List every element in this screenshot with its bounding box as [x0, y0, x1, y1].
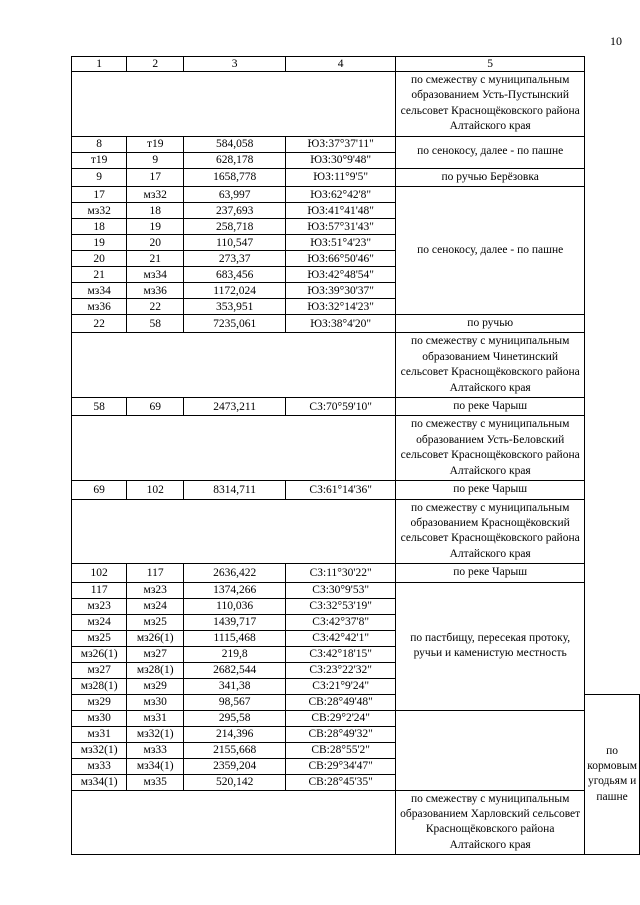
- segment-bearing: СЗ:42°42'1": [286, 630, 396, 646]
- segment-bearing: СЗ:21°9'24": [286, 678, 396, 694]
- segment-bearing: ЮЗ:11°9'5": [286, 168, 396, 186]
- segment-bearing: СЗ:30°9'53": [286, 582, 396, 598]
- point-from: мз36: [72, 299, 127, 315]
- segment-length: 1374,266: [184, 582, 286, 598]
- point-to: 18: [127, 203, 184, 219]
- segment-bearing: СЗ:42°37'8": [286, 614, 396, 630]
- header-col-2: 2: [127, 57, 184, 72]
- segment-length: 1115,468: [184, 630, 286, 646]
- boundary-description: по ручью: [396, 315, 585, 333]
- point-to: мз29: [127, 678, 184, 694]
- segment-length: 628,178: [184, 152, 286, 168]
- point-from: 58: [72, 398, 127, 416]
- segment-length: 584,058: [184, 136, 286, 152]
- segment-length: 273,37: [184, 251, 286, 267]
- blank-cell: [72, 416, 396, 481]
- segment-length: 295,58: [184, 710, 286, 726]
- point-from: мз34: [72, 283, 127, 299]
- point-from: 21: [72, 267, 127, 283]
- point-from: 69: [72, 481, 127, 499]
- point-to: мз34(1): [127, 758, 184, 774]
- blank-cell: [72, 499, 396, 564]
- point-to: мз28(1): [127, 662, 184, 678]
- header-col-5: 5: [396, 57, 585, 72]
- header-col-1: 1: [72, 57, 127, 72]
- segment-bearing: СЗ:23°22'32": [286, 662, 396, 678]
- table-row: [72, 758, 640, 774]
- blank-cell: [72, 72, 396, 137]
- point-to: 102: [127, 481, 184, 499]
- segment-bearing: ЮЗ:32°14'23": [286, 299, 396, 315]
- boundary-description: по сенокосу, далее - по пашне: [396, 136, 585, 168]
- point-from: 102: [72, 564, 127, 582]
- table-row: [72, 774, 640, 790]
- boundary-table: [71, 56, 640, 855]
- point-from: мз25: [72, 630, 127, 646]
- segment-bearing: СВ:28°45'35": [286, 774, 396, 790]
- point-to: мз24: [127, 598, 184, 614]
- segment-bearing: ЮЗ:66°50'46": [286, 251, 396, 267]
- segment-bearing: ЮЗ:37°37'11": [286, 136, 396, 152]
- boundary-description: по реке Чарыш: [396, 481, 585, 499]
- point-to: 58: [127, 315, 184, 333]
- segment-length: 341,38: [184, 678, 286, 694]
- header-col-4: 4: [286, 57, 396, 72]
- boundary-note-row: [72, 72, 640, 137]
- segment-length: 683,456: [184, 267, 286, 283]
- segment-bearing: СЗ:61°14'36": [286, 481, 396, 499]
- point-from: мз28(1): [72, 678, 127, 694]
- segment-length: 237,693: [184, 203, 286, 219]
- table-row: [72, 564, 640, 582]
- boundary-description: по реке Чарыш: [396, 398, 585, 416]
- segment-length: 2155,668: [184, 742, 286, 758]
- table-row: [72, 742, 640, 758]
- segment-bearing: СЗ:11°30'22": [286, 564, 396, 582]
- table-row: [72, 710, 640, 726]
- point-from: мз26(1): [72, 646, 127, 662]
- table-row: [72, 582, 640, 598]
- boundary-note: по смежеству с муниципальным образованием Харловский сельсовет Краснощёковского района Алтайского края: [396, 790, 585, 855]
- boundary-description: по пастбищу, пересекая протоку, ручьи и каменистую местность: [396, 582, 585, 710]
- segment-length: 2359,204: [184, 758, 286, 774]
- segment-bearing: СВ:28°49'48": [286, 694, 396, 710]
- point-to: мз34: [127, 267, 184, 283]
- blank-cell: [72, 790, 396, 855]
- segment-length: 110,036: [184, 598, 286, 614]
- segment-bearing: СЗ:70°59'10": [286, 398, 396, 416]
- point-to: т19: [127, 136, 184, 152]
- point-from: 8: [72, 136, 127, 152]
- point-to: мз32: [127, 187, 184, 203]
- segment-length: 2682,544: [184, 662, 286, 678]
- segment-bearing: ЮЗ:30°9'48": [286, 152, 396, 168]
- segment-length: 258,718: [184, 219, 286, 235]
- point-from: мз30: [72, 710, 127, 726]
- point-to: 22: [127, 299, 184, 315]
- point-from: 117: [72, 582, 127, 598]
- segment-length: 214,396: [184, 726, 286, 742]
- point-to: мз33: [127, 742, 184, 758]
- boundary-note-row: [72, 333, 640, 398]
- segment-length: 1172,024: [184, 283, 286, 299]
- segment-length: 219,8: [184, 646, 286, 662]
- point-from: 22: [72, 315, 127, 333]
- boundary-description: по реке Чарыш: [396, 564, 585, 582]
- point-from: мз23: [72, 598, 127, 614]
- boundary-description: по ручью Берёзовка: [396, 168, 585, 186]
- segment-bearing: ЮЗ:38°4'20": [286, 315, 396, 333]
- point-to: мз26(1): [127, 630, 184, 646]
- segment-bearing: СЗ:32°53'19": [286, 598, 396, 614]
- segment-length: 1658,778: [184, 168, 286, 186]
- point-to: мз36: [127, 283, 184, 299]
- blank-cell: [72, 333, 396, 398]
- segment-bearing: СВ:29°2'24": [286, 710, 396, 726]
- point-to: мз35: [127, 774, 184, 790]
- boundary-description: по кормовым угодьям и пашне: [585, 694, 640, 855]
- boundary-note: по смежеству с муниципальным образованием Усть-Пустынский сельсовет Краснощёковского района Алтайского края: [396, 72, 585, 137]
- point-to: 21: [127, 251, 184, 267]
- segment-bearing: СВ:28°55'2": [286, 742, 396, 758]
- point-from: мз34(1): [72, 774, 127, 790]
- boundary-description: по сенокосу, далее - по пашне: [396, 187, 585, 315]
- table-row: [72, 481, 640, 499]
- table-row: [72, 726, 640, 742]
- segment-length: 520,142: [184, 774, 286, 790]
- segment-bearing: СЗ:42°18'15": [286, 646, 396, 662]
- boundary-note-row: [72, 790, 640, 855]
- header-col-3: 3: [184, 57, 286, 72]
- boundary-note: по смежеству с муниципальным образованием Усть-Беловский сельсовет Краснощёковского района Алтайского края: [396, 416, 585, 481]
- point-from: мз31: [72, 726, 127, 742]
- point-to: 19: [127, 219, 184, 235]
- segment-bearing: ЮЗ:62°42'8": [286, 187, 396, 203]
- point-from: мз29: [72, 694, 127, 710]
- segment-length: 1439,717: [184, 614, 286, 630]
- table-row: [72, 398, 640, 416]
- point-from: 17: [72, 187, 127, 203]
- boundary-note: по смежеству с муниципальным образованием Чинетинский сельсовет Краснощёковского района Алтайского края: [396, 333, 585, 398]
- segment-bearing: ЮЗ:39°30'37": [286, 283, 396, 299]
- boundary-note: по смежеству с муниципальным образованием Краснощёковский сельсовет Краснощёковского района Алтайского края: [396, 499, 585, 564]
- point-to: 69: [127, 398, 184, 416]
- point-from: 20: [72, 251, 127, 267]
- point-from: т19: [72, 152, 127, 168]
- point-to: 17: [127, 168, 184, 186]
- segment-length: 2473,211: [184, 398, 286, 416]
- segment-length: 8314,711: [184, 481, 286, 499]
- point-from: мз32(1): [72, 742, 127, 758]
- segment-bearing: ЮЗ:51°4'23": [286, 235, 396, 251]
- table-row: [72, 187, 640, 203]
- point-from: мз33: [72, 758, 127, 774]
- point-from: 19: [72, 235, 127, 251]
- segment-length: 63,997: [184, 187, 286, 203]
- point-to: 20: [127, 235, 184, 251]
- segment-bearing: ЮЗ:42°48'54": [286, 267, 396, 283]
- table-row: [72, 136, 640, 152]
- point-to: мз32(1): [127, 726, 184, 742]
- point-to: 9: [127, 152, 184, 168]
- boundary-note-row: [72, 499, 640, 564]
- table-header-row: [72, 57, 640, 72]
- table-row: [72, 315, 640, 333]
- point-from: 9: [72, 168, 127, 186]
- segment-length: 353,951: [184, 299, 286, 315]
- point-to: мз27: [127, 646, 184, 662]
- point-to: мз25: [127, 614, 184, 630]
- point-from: мз24: [72, 614, 127, 630]
- point-to: мз23: [127, 582, 184, 598]
- segment-length: 2636,422: [184, 564, 286, 582]
- segment-bearing: ЮЗ:57°31'43": [286, 219, 396, 235]
- boundary-table-body: [72, 57, 640, 855]
- point-from: 18: [72, 219, 127, 235]
- segment-bearing: СВ:28°49'32": [286, 726, 396, 742]
- point-to: мз31: [127, 710, 184, 726]
- segment-length: 110,547: [184, 235, 286, 251]
- segment-length: 98,567: [184, 694, 286, 710]
- segment-bearing: ЮЗ:41°41'48": [286, 203, 396, 219]
- page-number: 10: [610, 34, 622, 48]
- point-from: мз32: [72, 203, 127, 219]
- segment-bearing: СВ:29°34'47": [286, 758, 396, 774]
- point-to: 117: [127, 564, 184, 582]
- segment-length: 7235,061: [184, 315, 286, 333]
- table-row: [72, 168, 640, 186]
- point-to: мз30: [127, 694, 184, 710]
- boundary-note-row: [72, 416, 640, 481]
- point-from: мз27: [72, 662, 127, 678]
